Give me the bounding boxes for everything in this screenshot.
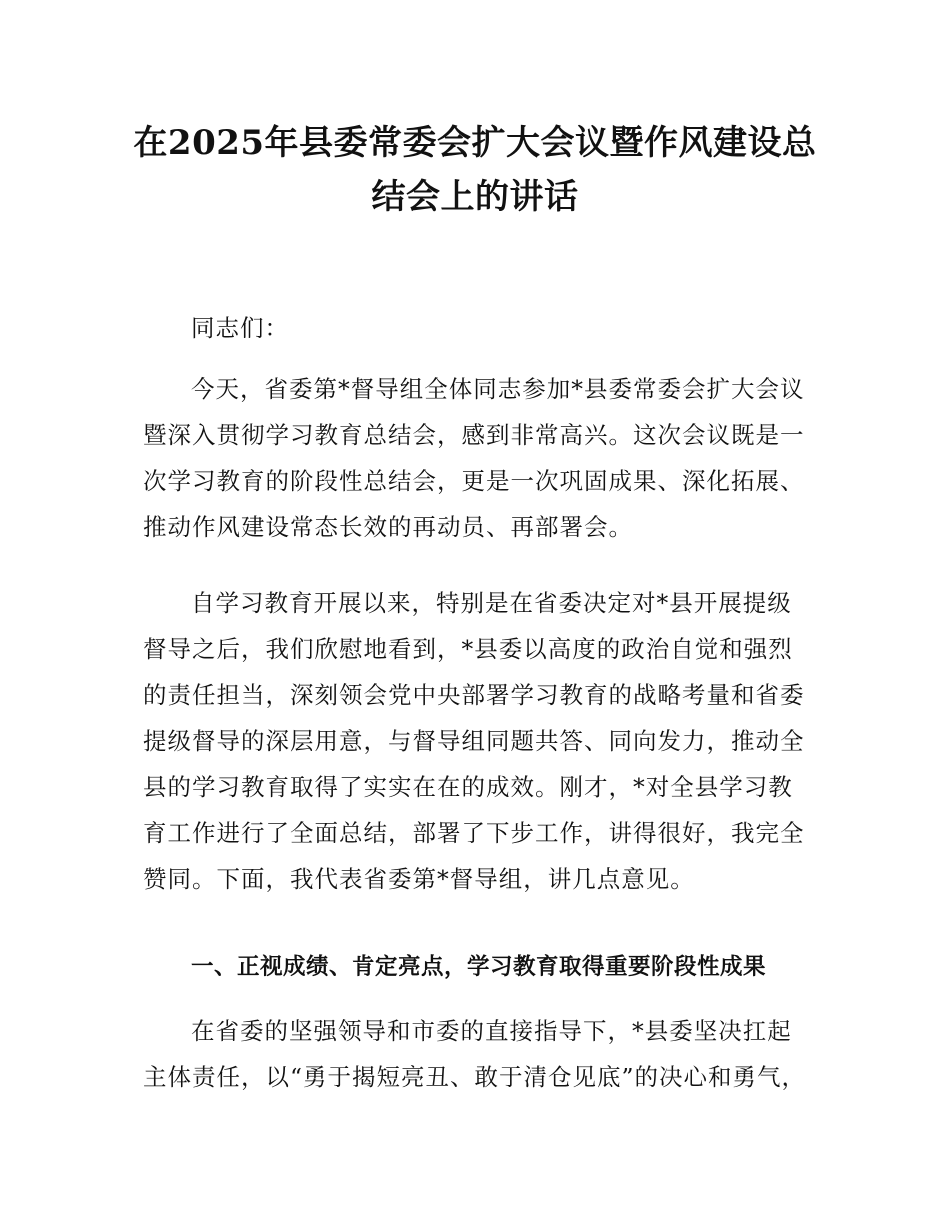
paragraph-line: 育工作进行了全面总结，部署了下步工作，讲得很好，我完全 (143, 819, 805, 847)
paragraph-line: 的责任担当，深刻领会党中央部署学习教育的战略考量和省委 (143, 681, 805, 709)
section-heading-1: 一、正视成绩、肯定亮点，学习教育取得重要阶段性成果 (191, 954, 767, 980)
salutation (143, 305, 813, 351)
paragraph-line: 提级督导的深层用意，与督导组同题共答、同向发力，推动全 (143, 727, 805, 755)
paragraph-line: 推动作风建设常态长效的再动员、再部署会。 (143, 513, 633, 541)
paragraph-2 (143, 580, 813, 902)
paragraph-line: 次学习教育的阶段性总结会，更是一次巩固成果、深化拓展、 (143, 467, 805, 495)
paragraph-line: 主体责任，以“勇于揭短亮丑、敢于清仓见底”的决心和勇气， (143, 1063, 807, 1091)
paragraph-line: 今天，省委第*督导组全体同志参加*县委常委会扩大会议 (191, 375, 805, 403)
paragraph-line: 自学习教育开展以来，特别是在省委决定对*县开展提级 (191, 589, 792, 617)
paragraph-line: 督导之后，我们欣慰地看到，*县委以高度的政治自觉和强烈 (143, 635, 793, 663)
paragraph-1 (143, 366, 813, 550)
title-line-1: 在2025年县委常委会扩大会议暨作风建设总 (133, 123, 817, 163)
paragraph-line: 县的学习教育取得了实实在在的成效。刚才，*对全县学习教 (143, 773, 793, 801)
document-title (120, 116, 830, 224)
salutation-text: 同志们： (191, 314, 289, 342)
paragraph-line: 暨深入贯彻学习教育总结会，感到非常高兴。这次会议既是一 (143, 421, 805, 449)
title-line-2: 结会上的讲话 (371, 177, 579, 217)
paragraph-line: 在省委的坚强领导和市委的直接指导下，*县委坚决扛起 (191, 1017, 792, 1045)
paragraph-3 (143, 1008, 813, 1100)
paragraph-line: 赞同。下面，我代表省委第*督导组，讲几点意见。 (143, 865, 695, 893)
